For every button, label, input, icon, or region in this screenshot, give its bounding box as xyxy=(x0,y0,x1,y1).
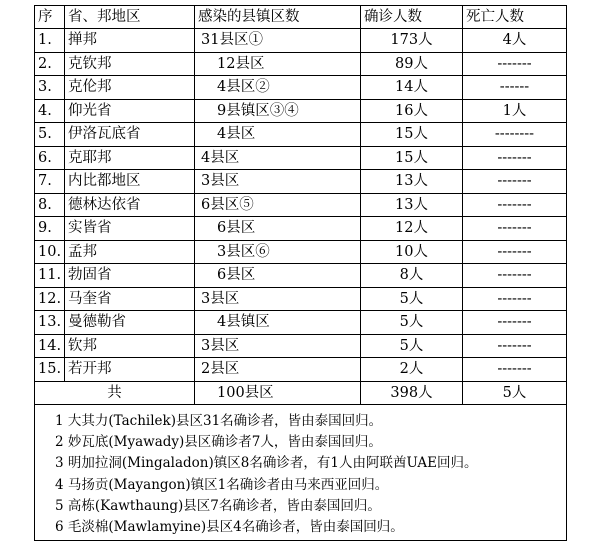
table-row xyxy=(35,264,567,288)
table-row xyxy=(35,52,567,76)
row-deaths: ------- xyxy=(463,170,567,194)
row-deaths: ------- xyxy=(463,358,567,382)
row-confirmed: 5人 xyxy=(361,311,463,335)
total-deaths: 5人 xyxy=(463,381,567,405)
row-region: 克钦邦 xyxy=(65,52,195,76)
total-confirmed: 398人 xyxy=(361,381,463,405)
header-region: 省、邦地区 xyxy=(65,6,195,29)
row-townships: 31县区① xyxy=(195,29,361,53)
row-index: 5. xyxy=(35,123,65,147)
row-region: 勃固省 xyxy=(65,264,195,288)
row-townships: 4县区② xyxy=(195,76,361,100)
total-townships: 100县区 xyxy=(195,381,361,405)
table-row xyxy=(35,358,567,382)
header-index: 序 xyxy=(35,6,65,29)
row-townships: 3县区 xyxy=(195,334,361,358)
row-townships: 3县区⑥ xyxy=(195,240,361,264)
row-townships: 9县镇区③④ xyxy=(195,99,361,123)
row-index: 2. xyxy=(35,52,65,76)
row-deaths: ------- xyxy=(463,193,567,217)
row-deaths: ------- xyxy=(463,146,567,170)
row-region: 德林达依省 xyxy=(65,193,195,217)
footnote-3: 3 明加拉洞(Mingaladon)镇区8名确诊者，有1人由阿联酋UAE回归。 xyxy=(55,455,478,472)
row-index: 13. xyxy=(35,311,65,335)
row-confirmed: 15人 xyxy=(361,123,463,147)
table-row xyxy=(35,123,567,147)
header-deaths: 死亡人数 xyxy=(463,6,567,29)
row-townships: 6县区⑤ xyxy=(195,193,361,217)
table-row xyxy=(35,193,567,217)
row-confirmed: 12人 xyxy=(361,217,463,241)
table-body xyxy=(35,6,567,541)
row-region: 若开邦 xyxy=(65,358,195,382)
row-confirmed: 173人 xyxy=(361,29,463,53)
row-index: 11. xyxy=(35,264,65,288)
table-row xyxy=(35,287,567,311)
row-confirmed: 10人 xyxy=(361,240,463,264)
row-index: 1. xyxy=(35,29,65,53)
row-confirmed: 5人 xyxy=(361,334,463,358)
footnote-6: 6 毛淡棉(Mawlamyine)县区4名确诊者，皆由泰国回归。 xyxy=(55,519,404,536)
row-region: 曼德勒省 xyxy=(65,311,195,335)
row-deaths: 4人 xyxy=(463,29,567,53)
row-deaths: ------- xyxy=(463,287,567,311)
row-region: 钦邦 xyxy=(65,334,195,358)
row-index: 4. xyxy=(35,99,65,123)
row-confirmed: 13人 xyxy=(361,170,463,194)
row-townships: 6县区 xyxy=(195,217,361,241)
table-row xyxy=(35,170,567,194)
row-deaths: ------- xyxy=(463,264,567,288)
row-deaths: ------- xyxy=(463,52,567,76)
table-row xyxy=(35,99,567,123)
row-townships: 12县区 xyxy=(195,52,361,76)
footnote-4: 4 马扬贡(Mayangon)镇区1名确诊者由马来西亚回归。 xyxy=(55,476,389,493)
row-confirmed: 15人 xyxy=(361,146,463,170)
row-region: 掸邦 xyxy=(65,29,195,53)
row-index: 10. xyxy=(35,240,65,264)
row-deaths: ------ xyxy=(463,76,567,100)
table-row xyxy=(35,240,567,264)
row-region: 仰光省 xyxy=(65,99,195,123)
row-confirmed: 13人 xyxy=(361,193,463,217)
row-townships: 2县区 xyxy=(195,358,361,382)
notes-row xyxy=(35,405,567,541)
row-index: 8. xyxy=(35,193,65,217)
total-row xyxy=(35,381,567,405)
table-row xyxy=(35,76,567,100)
row-index: 15. xyxy=(35,358,65,382)
footnote-2: 2 妙瓦底(Myawady)县区确诊者7人，皆由泰国回归。 xyxy=(55,434,382,451)
table-row xyxy=(35,146,567,170)
row-deaths: 1人 xyxy=(463,99,567,123)
table-row xyxy=(35,311,567,335)
header-row xyxy=(35,6,567,29)
row-index: 3. xyxy=(35,76,65,100)
row-index: 9. xyxy=(35,217,65,241)
covid-cases-table xyxy=(34,5,567,541)
row-townships: 4县镇区 xyxy=(195,311,361,335)
row-deaths: ------- xyxy=(463,311,567,335)
row-region: 内比都地区 xyxy=(65,170,195,194)
table-row xyxy=(35,217,567,241)
row-townships: 3县区 xyxy=(195,170,361,194)
row-townships: 6县区 xyxy=(195,264,361,288)
header-townships: 感染的县镇区数 xyxy=(195,6,361,29)
row-townships: 4县区 xyxy=(195,146,361,170)
row-confirmed: 8人 xyxy=(361,264,463,288)
row-index: 12. xyxy=(35,287,65,311)
row-deaths: -------- xyxy=(463,123,567,147)
row-index: 7. xyxy=(35,170,65,194)
row-region: 孟邦 xyxy=(65,240,195,264)
row-region: 实皆省 xyxy=(65,217,195,241)
footnotes xyxy=(35,405,567,541)
row-townships: 4县区 xyxy=(195,123,361,147)
row-confirmed: 2人 xyxy=(361,358,463,382)
row-deaths: ------- xyxy=(463,240,567,264)
header-confirmed: 确诊人数 xyxy=(361,6,463,29)
row-confirmed: 89人 xyxy=(361,52,463,76)
row-confirmed: 14人 xyxy=(361,76,463,100)
row-region: 伊洛瓦底省 xyxy=(65,123,195,147)
row-deaths: ------- xyxy=(463,334,567,358)
table-row xyxy=(35,334,567,358)
row-region: 克耶邦 xyxy=(65,146,195,170)
footnote-1: 1 大其力(Tachilek)县区31名确诊者，皆由泰国回归。 xyxy=(55,413,383,429)
row-deaths: ------- xyxy=(463,217,567,241)
table-row xyxy=(35,29,567,53)
row-confirmed: 16人 xyxy=(361,99,463,123)
row-region: 马奎省 xyxy=(65,287,195,311)
footnote-5: 5 高栋(Kawthaung)县区7名确诊者，皆由泰国回归。 xyxy=(55,497,381,514)
row-index: 6. xyxy=(35,146,65,170)
row-confirmed: 5人 xyxy=(361,287,463,311)
row-region: 克伦邦 xyxy=(65,76,195,100)
row-index: 14. xyxy=(35,334,65,358)
total-label: 共 xyxy=(35,381,195,405)
row-townships: 3县区 xyxy=(195,287,361,311)
